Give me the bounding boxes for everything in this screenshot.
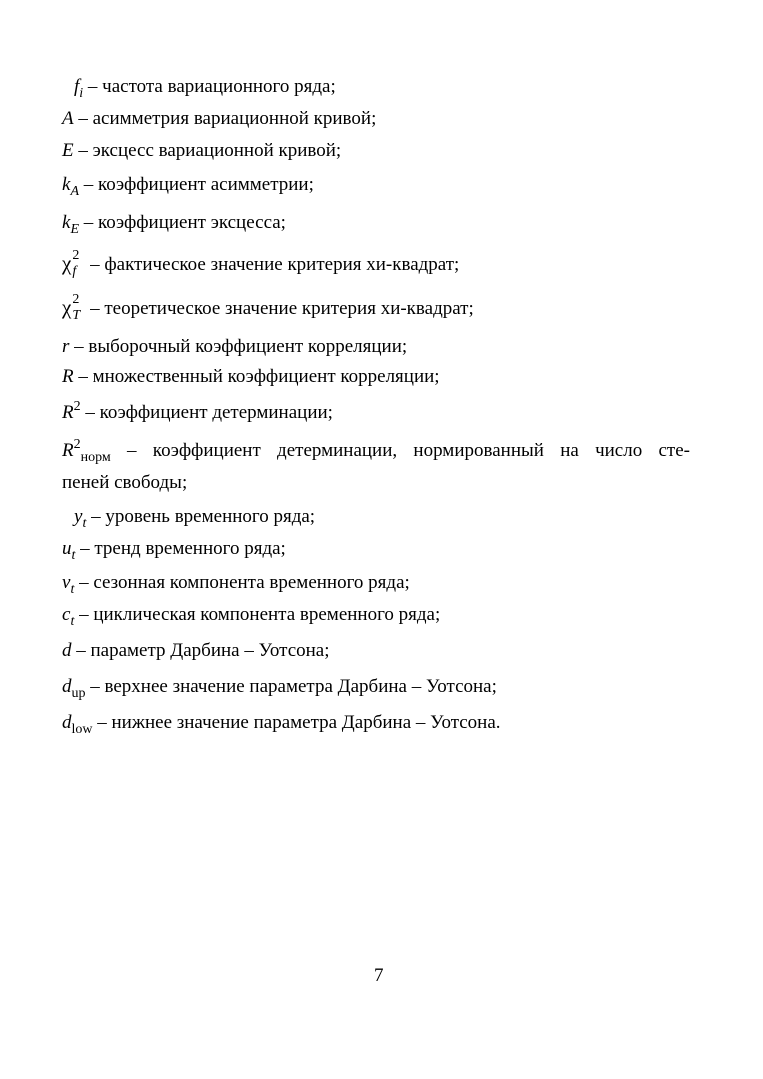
definition-text: – множественный коэффициент корреляции;: [73, 366, 440, 387]
symbol: r: [62, 336, 70, 357]
symbol-indices: [71, 248, 85, 279]
definition-text: – коэффициент асимметрии;: [79, 174, 314, 195]
definition-text: – коэффициент эксцесса;: [79, 212, 286, 233]
symbol-superscript: 2: [72, 248, 80, 263]
definition-text: – верхнее значение параметра Дарбина – Уотсона;: [85, 676, 497, 697]
definition-text: – уровень временного ряда;: [86, 506, 316, 527]
symbol-indices: [71, 292, 85, 323]
symbol-subscript: t: [82, 516, 87, 531]
definition-d-up: [62, 676, 497, 700]
symbol-superscript: 2: [73, 437, 81, 452]
symbol-subscript: t: [70, 582, 75, 597]
definition-text: – коэффициент детерминации, нормированный на число сте-: [110, 440, 690, 461]
symbol: f: [74, 76, 80, 97]
symbol-subscript: f: [72, 264, 77, 279]
definition-r-squared-norm: [62, 437, 690, 465]
definition-text: – тренд временного ряда;: [75, 538, 286, 559]
page-number: 7: [374, 965, 384, 986]
definition-yt: [74, 506, 315, 530]
symbol-subscript: up: [71, 686, 86, 701]
definition-r: [62, 336, 407, 358]
definition-r-squared: [62, 399, 333, 426]
symbol: A: [62, 108, 74, 129]
definition-d: [62, 640, 330, 662]
symbol: E: [62, 140, 74, 161]
definition-ut: [62, 538, 286, 562]
definition-ke: [62, 212, 286, 236]
symbol-subscript: норм: [80, 450, 111, 465]
symbol-subscript: T: [72, 308, 81, 323]
definition-text: – фактическое значение критерия хи-квадрат;: [85, 254, 460, 275]
definition-ka: [62, 174, 314, 198]
symbol-subscript: t: [70, 614, 75, 629]
definition-text: – асимметрия вариационной кривой;: [73, 108, 377, 129]
definition-a: [62, 108, 376, 130]
definition-text: – параметр Дарбина – Уотсона;: [71, 640, 330, 661]
symbol: c: [62, 604, 71, 625]
definition-text: – выборочный коэффициент корреляции;: [69, 336, 408, 357]
symbol-subscript: E: [70, 222, 79, 237]
symbol: χ: [62, 251, 72, 275]
definition-text: – эксцесс вариационной кривой;: [73, 140, 342, 161]
symbol: u: [62, 538, 72, 559]
symbol-subscript: t: [71, 548, 76, 563]
definition-text: – коэффициент детерминации;: [80, 402, 333, 423]
symbol: v: [62, 572, 71, 593]
symbol: k: [62, 174, 71, 195]
symbol-subscript: low: [71, 722, 93, 737]
definition-big-r: [62, 366, 440, 388]
definition-text: – сезонная компонента временного ряда;: [74, 572, 410, 593]
definition-r-squared-norm-continued: [62, 472, 187, 494]
definition-text: пеней свободы;: [62, 472, 188, 493]
symbol-superscript: 2: [73, 399, 81, 414]
symbol: d: [62, 712, 72, 733]
definition-text: – частота вариационного ряда;: [83, 76, 336, 97]
symbol: R: [62, 440, 74, 461]
symbol: R: [62, 366, 74, 387]
definition-e: [62, 140, 341, 162]
definition-text: – нижнее значение параметра Дарбина – Уотсона.: [92, 712, 501, 733]
symbol-subscript: i: [79, 86, 84, 101]
definition-d-low: [62, 712, 501, 736]
symbol: y: [74, 506, 83, 527]
symbol: d: [62, 676, 72, 697]
symbol: k: [62, 212, 71, 233]
definition-chi-f: [62, 248, 460, 279]
definition-chi-t: [62, 292, 474, 323]
symbol: R: [62, 402, 74, 423]
definition-fi: [74, 76, 336, 100]
definition-vt: [62, 572, 410, 596]
definition-ct: [62, 604, 440, 628]
definition-text: – циклическая компонента временного ряда;: [74, 604, 441, 625]
symbol-subscript: A: [70, 184, 79, 199]
symbol: d: [62, 640, 72, 661]
symbol-superscript: 2: [72, 292, 80, 307]
symbol: χ: [62, 295, 72, 319]
definition-text: – теоретическое значение критерия хи-квадрат;: [85, 298, 474, 319]
